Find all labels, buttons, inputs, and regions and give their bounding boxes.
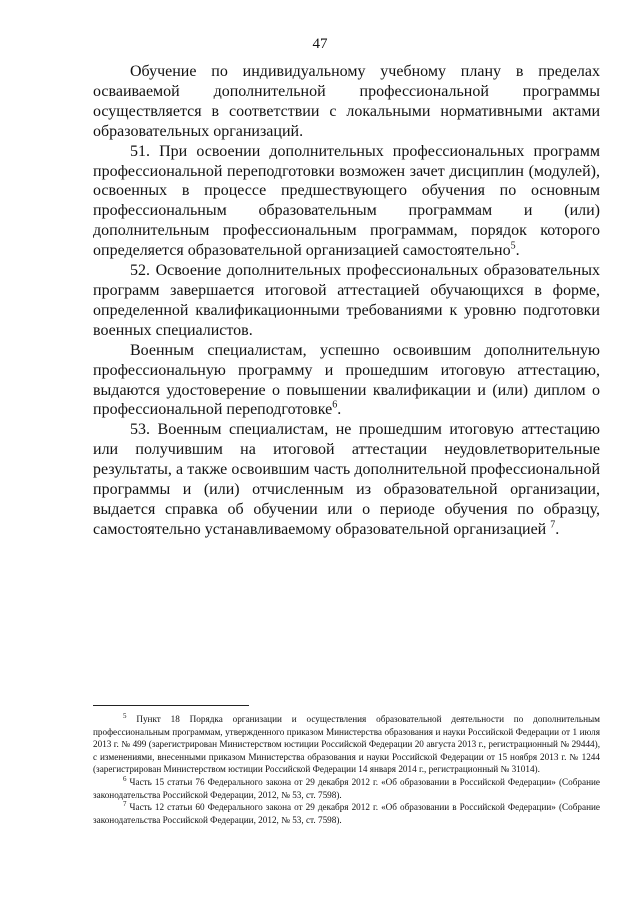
footnote-mark: 5 — [123, 711, 127, 720]
paragraph — [93, 261, 600, 341]
paragraph-text: 51. При освоении дополнительных профессиональных программ профессиональной переподготовки возможен зачет дисциплин (модулей), освоенных в процессе предшествующего обучения по основным профессиональным образовательным программам и (или) дополнительным профессиональным программам, порядок которого определяется образовательной организацией самостоятельно — [93, 142, 600, 260]
paragraph-text: Обучение по индивидуальному учебному плану в пределах осваиваемой дополнительной профессиональной программы осуществляется в соответствии с локальными нормативными актами образовательных организаций. — [93, 63, 600, 140]
footnote-ref: 7 — [550, 519, 556, 531]
paragraph: Военным специалистам, успешно освоившим дополнительную профессиональную программу и прошедшим итоговую аттестацию, выдаются удостоверение о повышении квалификации и (или) диплом о профессиональной переподготовке$^6$. — [93, 341, 600, 419]
footnote-ref: 6 — [332, 400, 338, 412]
paragraph-text: Военным специалистам, успешно освоившим дополнительную профессиональную программу и прошедшим итоговую аттестацию, выдаются удостоверение о повышении квалификации и (или) диплом о профессиональной переподготовке — [93, 341, 600, 419]
footnote — [93, 713, 600, 776]
footnote-mark: 7 — [123, 800, 127, 809]
footnote — [93, 801, 600, 826]
footnote-text: Пункт 18 Порядка организации и осуществления образовательной деятельности по дополнительным профессиональным программам, утвержденного приказом Министерства образования и науки Российской Федерации от 1 июля 2013 г. № 499 (зарегистрирован Министерством юстиции Российской Федерации 20 августа 2013 г., регистрационный № 29444), с изменениями, внесенными приказом Министерства образования и науки Российской Федерации от 15 ноября 2013 г. № 1244 (зарегистрирован Министерством юстиции Российской Федерации 14 января 2014 г., регистрационный № 31014). — [93, 714, 600, 775]
footnote-text: Часть 15 статьи 76 Федерального закона от 29 декабря 2012 г. «Об образовании в Российской Федерации» (Собрание законодательства Российской Федерации, 2012, № 53, ст. 7598). — [93, 776, 600, 800]
footnote-ref: 5 — [510, 240, 516, 252]
footnote-text: Часть 12 статьи 60 Федерального закона от 29 декабря 2012 г. «Об образовании в Российской Федерации» (Собрание законодательства Российской Федерации, 2012, № 53, ст. 7598). — [93, 802, 600, 825]
page-number: 47 — [312, 36, 328, 52]
footnote — [93, 776, 600, 801]
paragraph: 53. Военным специалистам, не прошедшим итоговую аттестацию или получившим на итоговой аттестации неудовлетворительные результаты, а также освоившим часть дополнительной профессиональной программы и (или) отчисленным из образовательной организации, выдается справка об обучении или о периоде обучения по образцу, самостоятельно устанавливаемому образовательной организацией $^7$. — [93, 421, 600, 538]
footnotes — [93, 713, 600, 826]
paragraph — [93, 62, 600, 142]
paragraph-text: 52. Освоение дополнительных профессиональных образовательных программ завершается итоговой аттестацией обучающихся в форме, определенной квалификационными требованиями к уровню подготовки военных специалистов. — [93, 262, 600, 339]
paragraph: 51. При освоении дополнительных профессиональных программ профессиональной переподготовки возможен зачет дисциплин (модулей), освоенных в процессе предшествующего обучения по основным профессиональным образовательным программам и (или) дополнительным профессиональным программам, порядок которого определяется образовательной организацией самостоятельно$^5$. — [93, 142, 600, 260]
body-text — [93, 62, 600, 540]
footnote-mark: 6 — [123, 774, 127, 783]
paragraph-text: 53. Военным специалистам, не прошедшим итоговую аттестацию или получившим на итоговой аттестации неудовлетворительные результаты, а также освоившим часть дополнительной профессиональной программы и (или) отчисленным из образовательной организации, выдается справка об обучении или о периоде обучения по образцу, самостоятельно устанавливаемому образовательной организацией — [93, 421, 600, 538]
footnote-divider — [93, 705, 249, 706]
